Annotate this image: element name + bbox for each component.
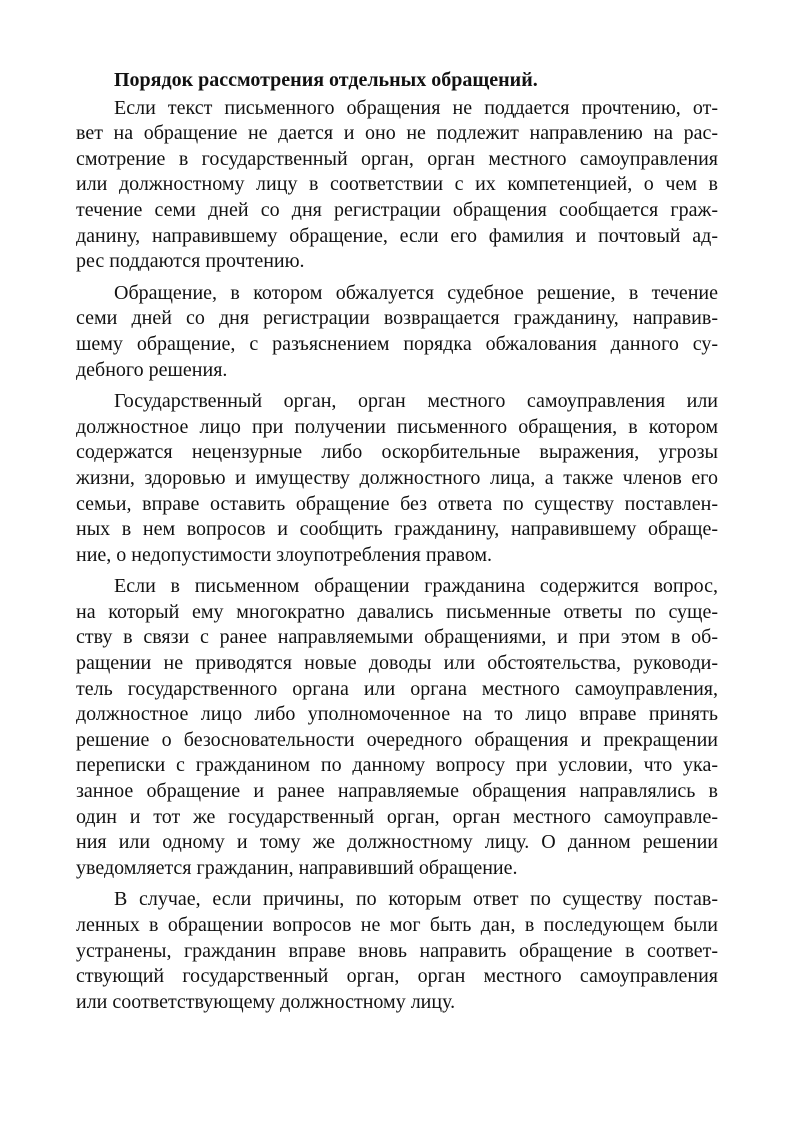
paragraph-5 bbox=[76, 887, 718, 1015]
paragraph-3 bbox=[76, 389, 718, 568]
text-line: на который ему многократно давались письменные ответы по суще- bbox=[76, 600, 718, 623]
text-line: решение о безосновательности очередного обращения и прекращении bbox=[76, 728, 718, 751]
paragraph-1 bbox=[76, 96, 718, 275]
text-line: ленных в обращении вопросов не мог быть дан, в последующем были bbox=[76, 914, 718, 936]
text-line: жизни, здоровью и имуществу должностного лица, а также членов его bbox=[76, 466, 718, 489]
text-line: переписки с гражданином по данному вопросу при условии, что ука- bbox=[76, 754, 718, 777]
text-line: течение семи дней со дня регистрации обращения сообщается граж- bbox=[76, 198, 718, 221]
document-page bbox=[76, 68, 718, 1021]
text-line: семьи, вправе оставить обращение без ответа по существу поставлен- bbox=[76, 492, 718, 515]
text-line: Обращение, в котором обжалуется судебное решение, в течение bbox=[114, 281, 718, 304]
text-line: ных в нем вопросов и сообщить гражданину, направившему обраще- bbox=[76, 518, 718, 541]
text-line: содержатся нецензурные либо оскорбительные выражения, угрозы bbox=[76, 441, 718, 464]
text-line: ствующий государственный орган, орган местного самоуправления bbox=[76, 965, 718, 988]
paragraph-4 bbox=[76, 574, 718, 881]
text-line: ству в связи с ранее направляемыми обращениями, и при этом в об- bbox=[76, 626, 718, 649]
text-line: вет на обращение не дается и оно не подлежит направлению на рас- bbox=[76, 122, 718, 145]
section-heading: Порядок рассмотрения отдельных обращений. bbox=[114, 69, 538, 91]
text-line: или соответствующему должностному лицу. bbox=[76, 990, 456, 1013]
text-line: дебного решения. bbox=[76, 358, 228, 381]
text-line: должностное лицо либо уполномоченное на то лицо вправе принять bbox=[76, 703, 718, 726]
text-line: устранены, гражданин вправе вновь направить обращение в соответ- bbox=[76, 939, 718, 962]
text-line: Если в письменном обращении гражданина содержится вопрос, bbox=[114, 575, 718, 598]
text-line: шему обращение, с разъяснением порядка обжалования данного су- bbox=[76, 332, 718, 355]
paragraph-2 bbox=[76, 281, 718, 383]
text-line: один и тот же государственный орган, орган местного самоуправле- bbox=[76, 805, 718, 828]
text-line: рес поддаются прочтению. bbox=[76, 250, 305, 273]
text-line: тель государственного органа или органа местного самоуправления, bbox=[76, 677, 718, 700]
text-line: данину, направившему обращение, если его фамилия и почтовый ад- bbox=[76, 224, 718, 247]
text-line: ращении не приводятся новые доводы или обстоятельства, руководи- bbox=[76, 652, 718, 675]
text-line: Государственный орган, орган местного самоуправления или bbox=[114, 390, 718, 413]
text-line: Если текст письменного обращения не поддается прочтению, от- bbox=[114, 96, 718, 119]
text-line: или должностному лицу в соответствии с их компетенцией, о чем в bbox=[76, 173, 718, 196]
text-line: ния или одному и тому же должностному лицу. О данном решении bbox=[76, 831, 718, 854]
text-line: должностное лицо при получении письменного обращения, в котором bbox=[76, 415, 718, 438]
text-line: В случае, если причины, по которым ответ по существу постав- bbox=[114, 888, 718, 911]
text-line: ние, о недопустимости злоупотребления правом. bbox=[76, 543, 492, 566]
text-line: смотрение в государственный орган, орган местного самоуправления bbox=[76, 147, 718, 170]
text-line: уведомляется гражданин, направивший обращение. bbox=[76, 856, 518, 879]
text-line: семи дней со дня регистрации возвращается гражданину, направив- bbox=[76, 307, 718, 330]
text-line: занное обращение и ранее направляемые обращения направлялись в bbox=[76, 780, 718, 803]
